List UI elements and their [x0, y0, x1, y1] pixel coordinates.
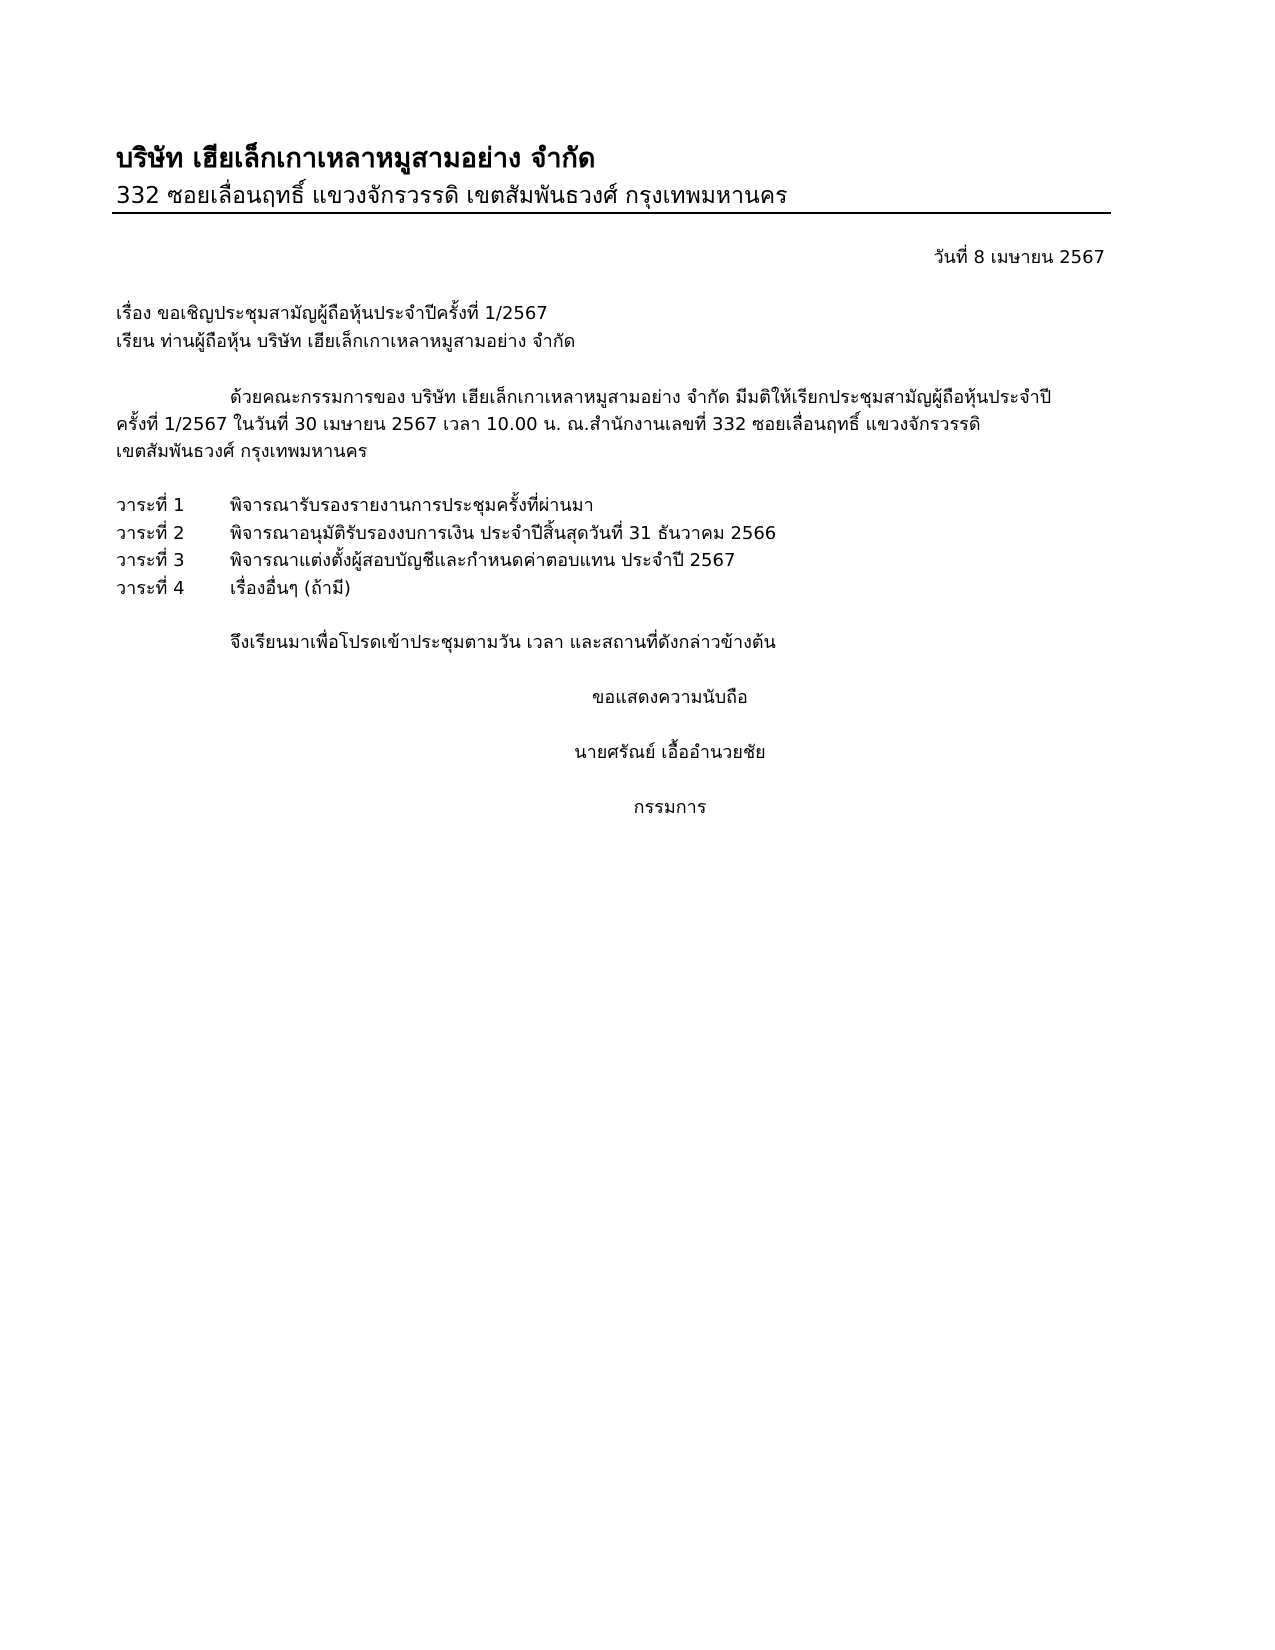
agenda-list	[116, 490, 1016, 600]
regards-line: ขอแสดงความนับถือ	[592, 687, 748, 708]
agenda-text: พิจารณารับรองรายงานการประชุมครั้งที่ผ่านมา	[230, 495, 594, 516]
agenda-item	[116, 518, 1016, 546]
agenda-label: วาระที่ 3	[116, 550, 185, 571]
body-line-3: เขตสัมพันธวงศ์ กรุงเทพมหานคร	[116, 441, 368, 462]
company-address: 332 ซอยเลื่อนฤทธิ์ แขวงจักรวรรดิ เขตสัมพันธวงศ์ กรุงเทพมหานคร	[116, 183, 788, 209]
agenda-label: วาระที่ 4	[116, 577, 185, 599]
agenda-item	[116, 573, 1016, 601]
signer-name: นายศรัณย์ เอื้ออำนวยชัย	[574, 742, 766, 763]
agenda-text: พิจารณาอนุมัติรับรองงบการเงิน ประจำปีสิ้นสุดวันที่ 31 ธันวาคม 2566	[230, 522, 777, 544]
letter-subject: เรื่อง ขอเชิญประชุมสามัญผู้ถือหุ้นประจำปีครั้งที่ 1/2567	[116, 303, 548, 324]
company-name: บริษัท เฮียเล็กเกาเหลาหมูสามอย่าง จำกัด	[116, 143, 596, 174]
letter-date: วันที่ 8 เมษายน 2567	[933, 247, 1105, 268]
agenda-item	[116, 490, 1016, 518]
signer-title: กรรมการ	[633, 797, 707, 818]
agenda-text: เรื่องอื่นๆ (ถ้ามี)	[230, 577, 351, 599]
body-line-1: ด้วยคณะกรรมการของ บริษัท เฮียเล็กเกาเหลาหมูสามอย่าง จำกัด มีมติให้เรียกประชุมสามัญผู้ถือหุ้นประจำปี	[230, 387, 1052, 408]
header-divider	[112, 212, 1111, 214]
agenda-text: พิจารณาแต่งตั้งผู้สอบบัญชีและกำหนดค่าตอบแทน ประจำปี 2567	[230, 550, 736, 571]
agenda-label: วาระที่ 1	[116, 495, 185, 516]
closing-paragraph: จึงเรียนมาเพื่อโปรดเข้าประชุมตามวัน เวลา และสถานที่ดังกล่าวข้างต้น	[230, 632, 776, 653]
letter-salutation: เรียน ท่านผู้ถือหุ้น บริษัท เฮียเล็กเกาเหลาหมูสามอย่าง จำกัด	[116, 331, 576, 352]
agenda-item	[116, 545, 1016, 573]
agenda-label: วาระที่ 2	[116, 522, 185, 544]
body-line-2: ครั้งที่ 1/2567 ในวันที่ 30 เมษายน 2567 เวลา 10.00 น. ณ.สำนักงานเลขที่ 332 ซอยเลื่อนฤทธิ์ แขวงจักรวรรดิ	[116, 414, 981, 435]
